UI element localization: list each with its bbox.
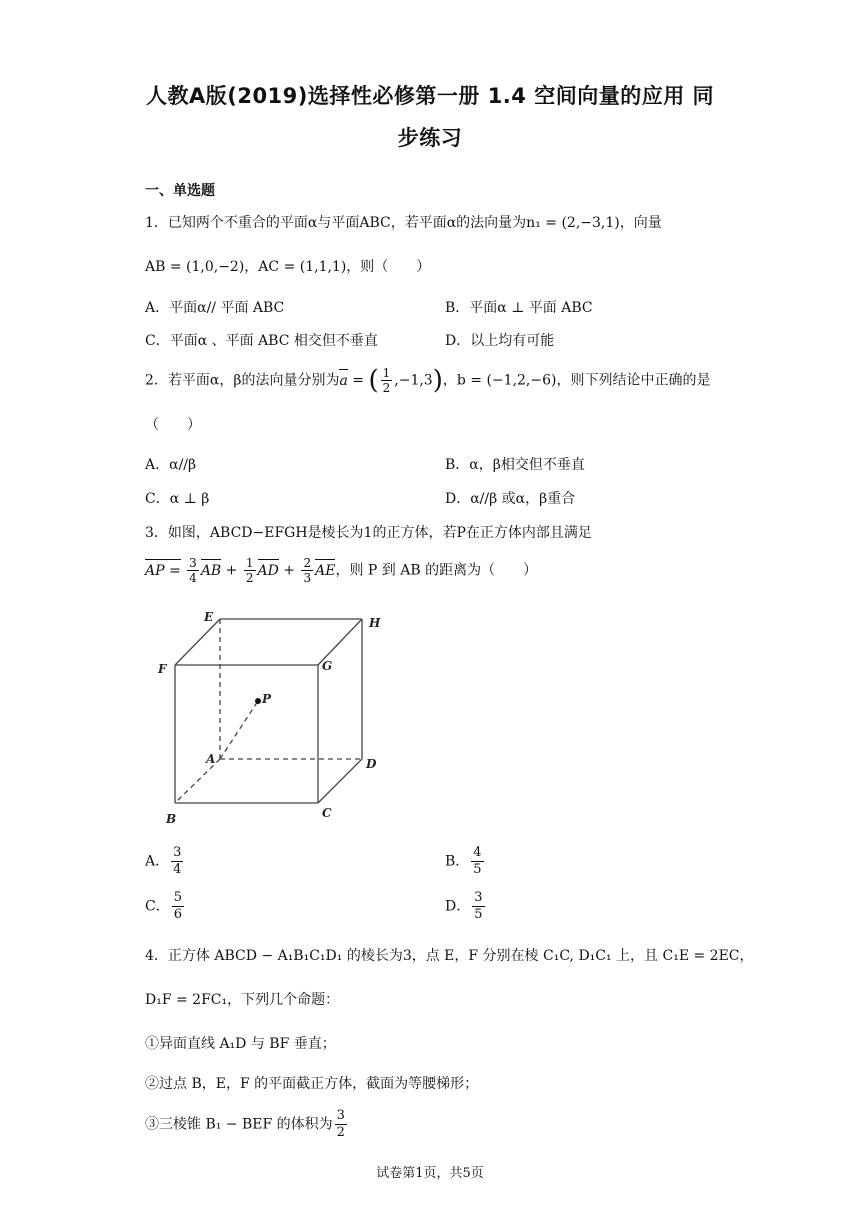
q1-option-d: D．以上均有可能 bbox=[445, 333, 555, 349]
q2-stem-pre: 2．若平面α，β的法向量分别为 bbox=[145, 372, 340, 389]
label-p: P bbox=[262, 692, 272, 706]
q1-option-a: A．平面α// 平面 ABC bbox=[145, 300, 285, 316]
point-p bbox=[255, 698, 261, 704]
page-footer: 试卷第1页，共5页 bbox=[376, 1166, 484, 1181]
label-c: C bbox=[322, 806, 332, 820]
q2-vector-a: a bbox=[339, 372, 348, 389]
q2-option-c: C．α ⊥ β bbox=[145, 491, 210, 507]
q2-vector-a-rest: ,−1,3 bbox=[394, 372, 433, 389]
q1-option-b: B．平面α ⊥ 平面 ABC bbox=[445, 300, 593, 316]
q1-stem-line1: 1．已知两个不重合的平面α与平面ABC，若平面α的法向量为n₁ = (2,−3,1)，向量 bbox=[145, 215, 662, 231]
q3-vector-ae: AE bbox=[315, 562, 336, 579]
q3-coef-1: $\frac{3}{4}$ bbox=[189, 556, 197, 585]
label-e: E bbox=[204, 610, 214, 624]
q2-option-b: B．α，β相交但不垂直 bbox=[445, 457, 585, 473]
q3-option-b: B． $\frac{4}{5}$ bbox=[445, 845, 482, 877]
q4-stem-line2: D₁F = 2FC₁，下列几个命题： bbox=[145, 992, 340, 1008]
q2-stem-line1: 2．若平面α，β的法向量分别为a = ( $\frac{1}{2}$ ,−1,3)，b = (−1,2,−6)，则下列结论中正确的是 bbox=[145, 365, 711, 396]
q4-stem-line1: 4．正方体 ABCD − A₁B₁C₁D₁ 的棱长为3，点 E，F 分别在棱 C₁C, D₁C₁ 上，且 C₁E = 2EC， bbox=[145, 948, 754, 964]
cube-diagram bbox=[150, 605, 400, 835]
label-g: G bbox=[322, 659, 333, 673]
q1-stem-line2: AB = (1,0,−2)，AC = (1,1,1)，则（ ） bbox=[145, 259, 431, 275]
q2-option-d: D．α//β 或α，β重合 bbox=[445, 491, 576, 507]
q4-item-2: ②过点 B，E，F 的平面截正方体，截面为等腰梯形； bbox=[145, 1076, 479, 1092]
q3-vector-ad: AD bbox=[257, 562, 279, 579]
q4-item-3: ③三棱锥 B₁ − BEF 的体积为 $\frac{3}{2}$ bbox=[145, 1108, 345, 1140]
page-title-line2: 步练习 bbox=[397, 126, 463, 150]
q3-vector-ab: AB bbox=[200, 562, 222, 579]
q3-stem-line1: 3．如图，ABCD−EFGH是棱长为1的正方体，若P在正方体内部且满足 bbox=[145, 525, 592, 541]
q3-coef-3: $\frac{2}{3}$ bbox=[303, 556, 312, 585]
q3-option-a: A． $\frac{3}{4}$ bbox=[145, 845, 182, 877]
q4-item-1: ①异面直线 A₁D 与 BF 垂直； bbox=[145, 1036, 336, 1052]
q2-stem-post: ，b = (−1,2,−6)，则下列结论中正确的是 bbox=[442, 372, 711, 389]
q3-option-c: C． $\frac{5}{6}$ bbox=[145, 890, 182, 922]
segment-ap bbox=[220, 701, 258, 759]
section-heading: 一、单选题 bbox=[145, 183, 215, 199]
q3-option-d: D． $\frac{3}{5}$ bbox=[445, 890, 483, 922]
q3-vector-ap: AP = bbox=[145, 562, 181, 579]
label-h: H bbox=[369, 616, 381, 630]
q3-stem-line2 bbox=[145, 556, 537, 585]
q1-option-c: C．平面α 、平面 ABC 相交但不垂直 bbox=[145, 333, 378, 349]
edge-cd bbox=[318, 759, 362, 803]
q2-stem-line2: （ ） bbox=[145, 417, 201, 433]
page-title-line1: 人教A版(2019)选择性必修第一册 1.4 空间向量的应用 同 bbox=[145, 84, 715, 108]
label-f: F bbox=[158, 662, 167, 676]
q3-coef-2: $\frac{1}{2}$ bbox=[245, 556, 254, 585]
edge-fe bbox=[175, 619, 220, 665]
q2-option-a: A．α//β bbox=[145, 457, 197, 473]
label-b: B bbox=[166, 812, 177, 826]
q3-plus-1: + bbox=[225, 562, 238, 579]
q3-stem-tail: ，则 P 到 AB 的距离为（ ） bbox=[335, 562, 538, 579]
q2-fraction: $\frac{1}{2}$ bbox=[382, 366, 391, 395]
label-a: A bbox=[206, 752, 216, 766]
label-d: D bbox=[366, 757, 377, 771]
q3-plus-2: + bbox=[283, 562, 296, 579]
